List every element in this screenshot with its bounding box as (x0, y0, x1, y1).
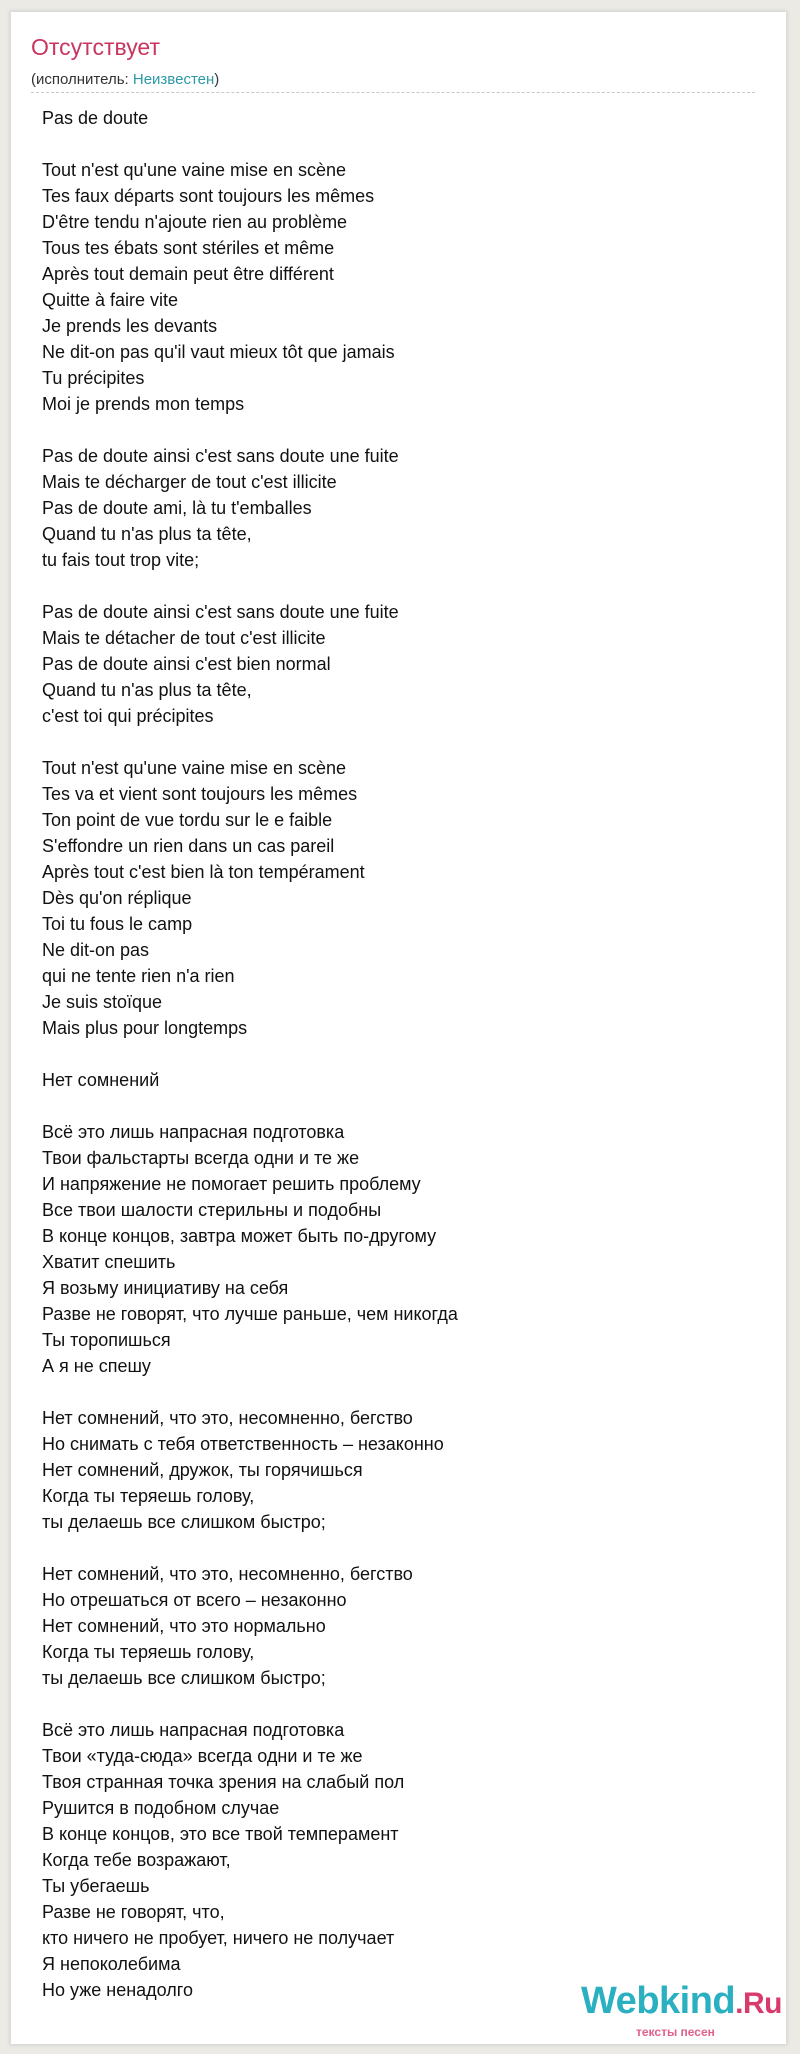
blank-line (42, 1691, 458, 1717)
lyric-line: Нет сомнений, что это, несомненно, бегство (42, 1564, 413, 1584)
lyric-line: Нет сомнений, что это, несомненно, бегство (42, 1408, 413, 1428)
lyric-line: Хватит спешить (42, 1252, 176, 1272)
lyric-line: Все твои шалости стерильны и подобны (42, 1200, 382, 1220)
lyric-line: ты делаешь все слишком быстро; (42, 1668, 326, 1688)
lyric-line: Всё это лишь напрасная подготовка (42, 1122, 345, 1142)
lyric-line: Когда ты теряешь голову, (42, 1642, 255, 1662)
artist-suffix: ) (214, 71, 220, 88)
lyric-line: Я непоколебима (42, 1954, 181, 1974)
logo-tagline: тексты песен (636, 2025, 715, 2039)
lyric-line: Pas de doute ainsi c'est sans doute une fuite (42, 602, 399, 622)
lyric-line: Tu précipites (42, 368, 145, 388)
logo-tld: .Ru (735, 1987, 782, 2020)
lyric-line: tu fais tout trop vite; (42, 550, 200, 570)
lyric-line: А я не спешу (42, 1356, 151, 1376)
lyric-line: Нет сомнений (42, 1070, 160, 1090)
lyric-line: Pas de doute (42, 108, 149, 128)
lyric-line: S'effondre un rien dans un cas pareil (42, 836, 335, 856)
lyric-line: Рушится в подобном случае (42, 1798, 280, 1818)
lyric-line: Твоя странная точка зрения на слабый пол (42, 1772, 405, 1792)
lyric-line: Ты торопишься (42, 1330, 171, 1350)
blank-line (42, 573, 458, 599)
lyric-line: Твои фальстарты всегда одни и те же (42, 1148, 360, 1168)
lyric-line: Pas de doute ainsi c'est bien normal (42, 654, 331, 674)
lyric-line: Mais plus pour longtemps (42, 1018, 248, 1038)
lyric-line: Ton point de vue tordu sur le e faible (42, 810, 333, 830)
blank-line (42, 131, 458, 157)
lyric-line: Quand tu n'as plus ta tête, (42, 524, 252, 544)
artist-line (31, 72, 219, 87)
lyric-line: Tous tes ébats sont stériles et même (42, 238, 335, 258)
lyric-line: Moi je prends mon temps (42, 394, 245, 414)
lyric-line: Tes faux départs sont toujours les mêmes (42, 186, 375, 206)
lyric-line: Après tout c'est bien là ton tempérament (42, 862, 365, 882)
lyric-line: ты делаешь все слишком быстро; (42, 1512, 326, 1532)
divider (31, 92, 755, 93)
lyric-line: Когда тебе возражают, (42, 1850, 231, 1870)
lyric-line: Разве не говорят, что, (42, 1902, 225, 1922)
lyric-line: Ne dit-on pas qu'il vaut mieux tôt que jamais (42, 342, 395, 362)
lyric-line: Tout n'est qu'une vaine mise en scène (42, 160, 347, 180)
lyric-line: В конце концов, завтра может быть по-другому (42, 1226, 437, 1246)
lyric-line: Quitte à faire vite (42, 290, 179, 310)
lyric-line: Но уже ненадолго (42, 1980, 193, 2000)
lyric-line: Ты убегаешь (42, 1876, 150, 1896)
lyric-line: Quand tu n'as plus ta tête, (42, 680, 252, 700)
lyric-line: Я возьму инициативу на себя (42, 1278, 289, 1298)
lyric-line: Je suis stoïque (42, 992, 163, 1012)
lyric-line: Нет сомнений, дружок, ты горячишься (42, 1460, 363, 1480)
lyric-line: Но снимать с тебя ответственность – незаконно (42, 1434, 444, 1454)
logo-name: Webkind (581, 1980, 736, 2022)
lyric-line: qui ne tente rien n'a rien (42, 966, 235, 986)
lyric-line: Разве не говорят, что лучше раньше, чем никогда (42, 1304, 458, 1324)
lyric-line: И напряжение не помогает решить проблему (42, 1174, 421, 1194)
lyric-line: Но отрешаться от всего – незаконно (42, 1590, 347, 1610)
lyric-line: Pas de doute ami, là tu t'emballes (42, 498, 312, 518)
site-logo[interactable] (581, 1982, 782, 2020)
blank-line (42, 1535, 458, 1561)
lyric-line: Твои «туда-сюда» всегда одни и те же (42, 1746, 363, 1766)
blank-line (42, 1041, 458, 1067)
lyric-line: Pas de doute ainsi c'est sans doute une fuite (42, 446, 399, 466)
lyric-line: Всё это лишь напрасная подготовка (42, 1720, 345, 1740)
lyric-line: Mais te détacher de tout c'est illicite (42, 628, 326, 648)
lyric-line: Dès qu'on réplique (42, 888, 192, 908)
artist-link[interactable]: Неизвестен (132, 71, 215, 88)
artist-prefix: (исполнитель: (31, 71, 133, 88)
lyric-line: Je prends les devants (42, 316, 218, 336)
lyric-line: D'être tendu n'ajoute rien au problème (42, 212, 348, 232)
blank-line (42, 1379, 458, 1405)
lyric-line: Tout n'est qu'une vaine mise en scène (42, 758, 347, 778)
lyric-line: В конце концов, это все твой темперамент (42, 1824, 399, 1844)
lyric-line: Mais te décharger de tout c'est illicite (42, 472, 337, 492)
blank-line (42, 417, 458, 443)
song-title: Отсутствует (31, 34, 160, 60)
lyric-line: c'est toi qui précipites (42, 706, 214, 726)
blank-line (42, 1093, 458, 1119)
lyric-line: кто ничего не пробует, ничего не получает (42, 1928, 395, 1948)
lyric-line: Toi tu fous le camp (42, 914, 193, 934)
lyric-line: Ne dit-on pas (42, 940, 150, 960)
lyrics-body (42, 105, 458, 2003)
lyric-line: Когда ты теряешь голову, (42, 1486, 255, 1506)
lyric-line: Après tout demain peut être différent (42, 264, 334, 284)
lyric-line: Нет сомнений, что это нормально (42, 1616, 326, 1636)
lyric-line: Tes va et vient sont toujours les mêmes (42, 784, 358, 804)
blank-line (42, 729, 458, 755)
